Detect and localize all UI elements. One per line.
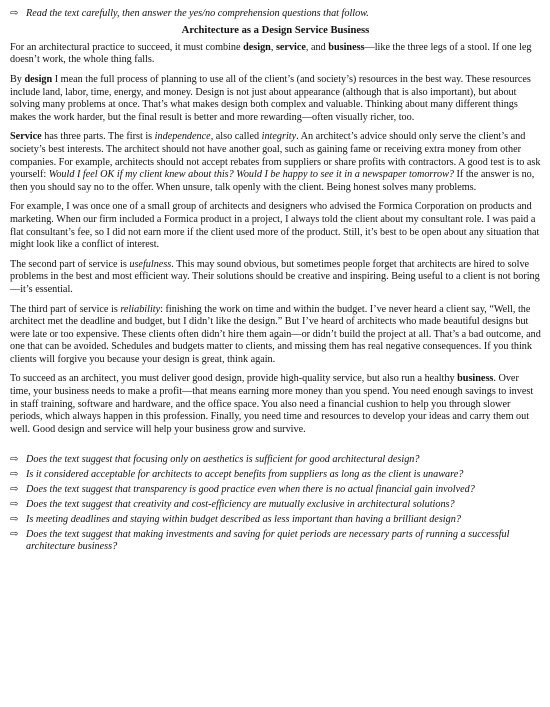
question-item xyxy=(10,514,541,526)
paragraph xyxy=(10,259,541,297)
text-run: To succeed as an architect, you must deliver good design, provide high-quality service, but also run a healthy xyxy=(10,373,458,385)
question-item xyxy=(10,469,541,481)
text-run: If the answer is no, then you should say no to the offer. When unsure, talk openly with the client. Being honest solves many problems. xyxy=(10,169,535,193)
question-text: Does the text suggest that focusing only on aesthetics is sufficient for good architectural design? xyxy=(26,454,420,466)
text-run: . An architect’s advice should only serve the client’s and society’s best interests. The architect should not have another goal, such as gaining fame or receiving extra money from other companies. For example, architects should not accept rebates from suppliers or share profits with contractors. A good test is to ask yourself: xyxy=(10,131,541,181)
question-item xyxy=(10,484,541,496)
bold-term: Service xyxy=(10,131,42,143)
questions-list xyxy=(10,454,541,553)
arrow-icon: ⇨ xyxy=(10,469,19,481)
bold-term: business xyxy=(328,41,365,53)
bold-term: service xyxy=(275,41,306,53)
article-title: Architecture as a Design Service Business xyxy=(181,25,370,37)
paragraph xyxy=(10,373,541,436)
text-run: The third part of service is xyxy=(10,303,121,315)
article-body xyxy=(10,42,541,437)
question-text: Is meeting deadlines and staying within budget described as less important than having a brilliant design? xyxy=(26,514,461,526)
italic-term: Would I feel OK if my client knew about this? Would I be happy to see it in a newspaper tomorrow? xyxy=(48,169,454,181)
text-run: By xyxy=(10,74,25,85)
question-text: Does the text suggest that creativity and cost-efficiency are mutually exclusive in architectural solutions? xyxy=(26,499,455,511)
text-run: The second part of service is xyxy=(10,258,130,270)
text-run: , and xyxy=(305,41,329,53)
text-run: , xyxy=(270,41,276,53)
paragraph xyxy=(10,42,541,67)
paragraph xyxy=(10,74,541,124)
question-item xyxy=(10,529,541,554)
italic-term: independence xyxy=(154,131,211,143)
bold-term: design xyxy=(243,41,271,53)
text-run: . This may sound obvious, but sometimes people forget that architects are hired to solve problems in the best and most efficient way. Their solutions should be creative and inspiring. Being useful to a client is not boring—it’s essential. xyxy=(10,258,540,295)
question-text: Does the text suggest that making investments and saving for quiet periods are necessary parts of running a successful architecture business? xyxy=(26,528,510,553)
bold-term: business xyxy=(457,373,494,385)
text-run: I mean the full process of planning to use all of the client’s (and society’s) resources in the best way. These resources include land, labor, time, energy, and money. Design is not just about appearance (although that is also important), but about solving many problems at once. That’s what makes design both complex and valuable. Thinking about many different things makes the work harder, but the final result is better and more rewarding—often visually richer, too. xyxy=(10,74,531,123)
italic-term: usefulness xyxy=(129,258,172,270)
text-run: : finishing the work on time and within the budget. I’ve never heard a client say, “Well, the architect met the deadline and budget, but I didn’t like the design.” But I’ve heard of architects who made beautiful designs but were late or too expensive. These clients often didn’t hire them again—or didn’t build the project at all. That’s a bad outcome, and one that can be avoided. Schedules and budgets matter to clients, and missing them has real negative consequences. If you think clients will forgive you because your design is great, think again. xyxy=(10,303,541,365)
instruction-text: Read the text carefully, then answer the yes/no comprehension questions that follow. xyxy=(26,8,369,19)
paragraph xyxy=(10,201,541,251)
arrow-icon: ⇨ xyxy=(10,514,19,526)
text-run: For an architectural practice to succeed, it must combine xyxy=(10,41,244,53)
question-text: Does the text suggest that transparency is good practice even when there is no actual financial gain involved? xyxy=(26,484,475,496)
question-text: Is it considered acceptable for architects to accept benefits from suppliers as long as the client is unaware? xyxy=(26,469,464,481)
text-run: . Over time, your business needs to make a profit—that means earning more money than you spend. You need enough savings to invest in staff training, software and hardware, and the office space. You also need a financial cushion to help you through slower periods, which always happen in this profession. Finally, you need time and resources to develop your ideas and carry them out well. Good design and service will help your business grow and survive. xyxy=(10,373,534,435)
text-run: , also called xyxy=(210,131,262,143)
text-run: For example, I was once one of a small group of architects and designers who advised the Formica Corporation on products and marketing. When our firm included a Formica product in a project, I always told the client about my consultant role. I was paid a flat consultant’s fee, so I did not earn more if the client used more of the product. Still, it’s best to be open about any situation that might look like a conflict of interest. xyxy=(10,201,540,251)
arrow-icon: ⇨ xyxy=(10,454,19,466)
paragraph xyxy=(10,131,541,194)
question-item xyxy=(10,454,541,466)
instruction-line xyxy=(10,8,541,20)
arrow-icon: ⇨ xyxy=(10,499,19,511)
text-run: has three parts. The first is xyxy=(41,131,155,143)
italic-term: integrity xyxy=(261,131,297,143)
arrow-icon: ⇨ xyxy=(10,484,19,496)
arrow-icon: ⇨ xyxy=(10,528,19,540)
paragraph xyxy=(10,304,541,367)
question-item xyxy=(10,499,541,511)
bold-term: design xyxy=(24,74,53,85)
italic-term: reliability xyxy=(120,303,161,315)
text-run: —like the three legs of a stool. If one leg doesn’t work, the whole thing falls. xyxy=(10,41,532,66)
arrow-icon: ⇨ xyxy=(10,8,19,19)
